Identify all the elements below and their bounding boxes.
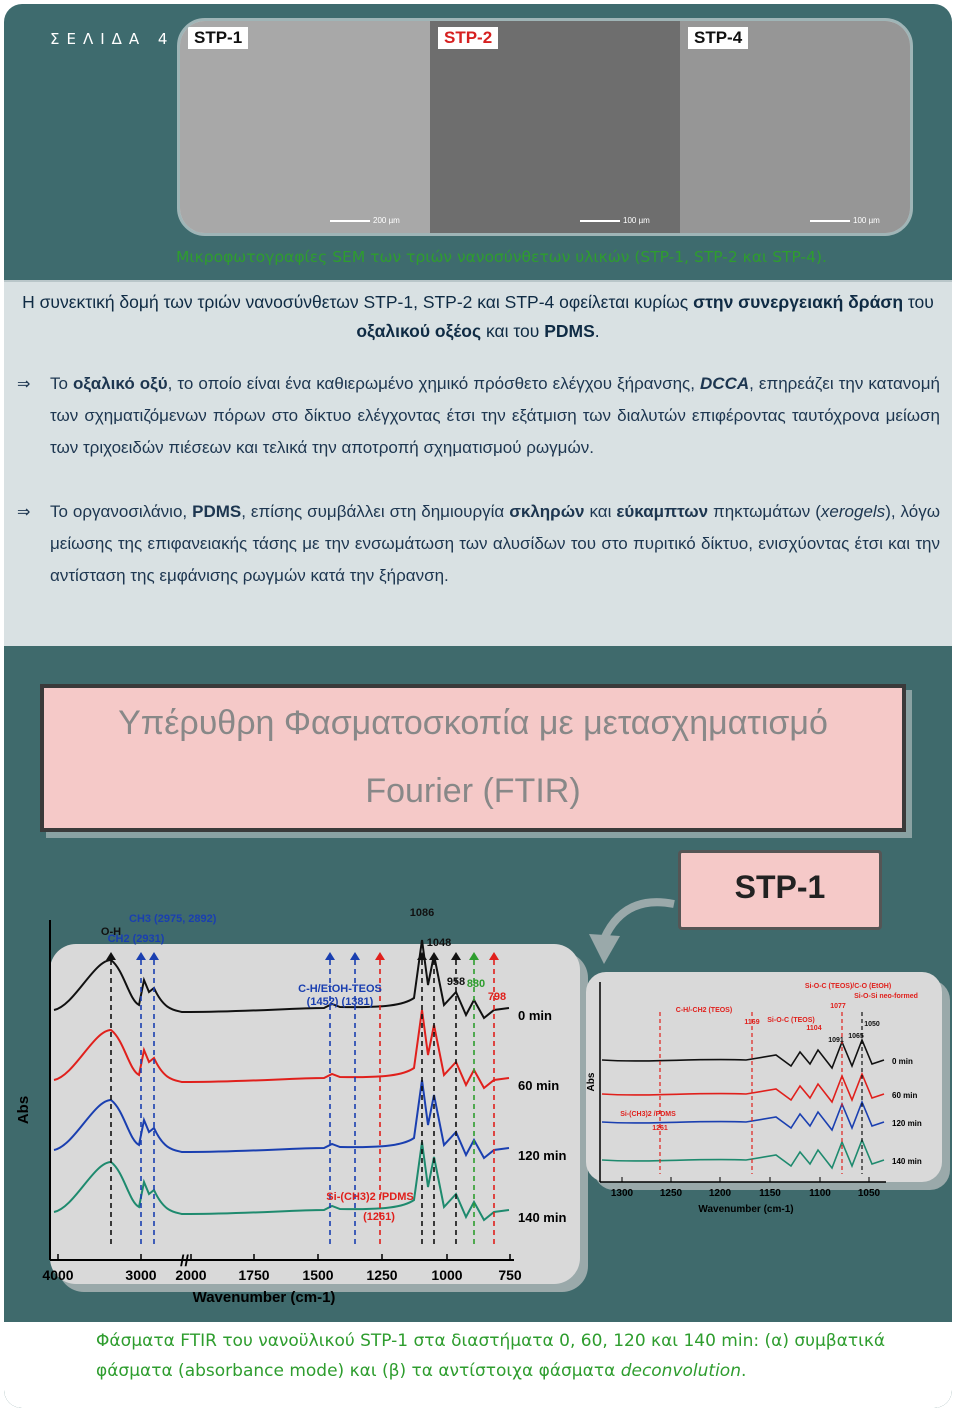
series-label: 140 min bbox=[892, 1157, 922, 1166]
series-label: 120 min bbox=[892, 1119, 922, 1128]
series-line-1 bbox=[54, 1010, 509, 1088]
annotation: Si-(CH3)2 /PDMS bbox=[620, 1111, 676, 1118]
series-label: 140 min bbox=[518, 1210, 567, 1225]
x-tick-label: 1300 bbox=[610, 1188, 634, 1199]
x-tick-label: 1500 bbox=[302, 1267, 334, 1283]
annotation: 1261 bbox=[652, 1125, 668, 1132]
bullet-pdms: ⇒ Το οργανοσιλάνιο, PDMS, επίσης συμβάλλει στη δημιουργία σκληρών και εύκαμπτων πηκτωμάτων (xerogels), λόγω μείωσης της επιφανειακής τάσης με την ενσωμάτωση των αλυσίδων του στο πυριτικό δίκτυο, ενισχύοντας έτσι και την αντίσταση της εμφάνισης ρωγμών κατά την ξήρανση. bbox=[50, 496, 940, 592]
x-tick-label: 1750 bbox=[238, 1267, 270, 1283]
annotation: C-H/EtOH-TEOS bbox=[298, 983, 382, 995]
ftir-chart-b bbox=[586, 972, 946, 1222]
annotation: 958 bbox=[446, 976, 466, 988]
sem-panel-stp2 bbox=[430, 21, 680, 233]
arrow-icon: ⇒ bbox=[17, 374, 31, 393]
annotation: CH3 (2975, 2892) bbox=[129, 913, 217, 925]
series-label: 60 min bbox=[518, 1078, 560, 1093]
text-panel bbox=[4, 280, 952, 646]
sem-label-stp2: STP-2 bbox=[438, 27, 498, 49]
x-axis-label: Wavenumber (cm-1) bbox=[192, 1289, 336, 1306]
marker-triangle bbox=[136, 952, 146, 960]
annotation: 1050 bbox=[864, 1021, 880, 1028]
marker-triangle bbox=[375, 952, 385, 960]
marker-triangle bbox=[417, 952, 427, 960]
annotation: 1104 bbox=[806, 1025, 822, 1032]
annotation: C-H/-CH2 (TEOS) bbox=[675, 1007, 733, 1014]
intro-paragraph: Η συνεκτική δομή των τριών νανοσύνθετων STP-1, STP-2 και STP-4 οφείλεται κυρίως στην συνεργειακή δράση του οξαλικού οξέος και του PDMS. bbox=[22, 292, 934, 341]
marker-triangle bbox=[429, 952, 439, 960]
x-tick-label: 1050 bbox=[857, 1188, 881, 1199]
marker-triangle bbox=[489, 952, 499, 960]
series-label: 0 min bbox=[518, 1008, 552, 1023]
annotation: (1452) (1381) bbox=[306, 996, 374, 1008]
axis-break: // bbox=[180, 1253, 189, 1270]
sample-label-box bbox=[678, 850, 882, 930]
annotation: 1091 bbox=[828, 1037, 844, 1044]
x-tick-label: 1150 bbox=[759, 1188, 781, 1199]
scalebar-stp4: 100 µm bbox=[810, 216, 880, 225]
annotation: O-H bbox=[100, 926, 122, 938]
marker-triangle bbox=[451, 952, 461, 960]
annotation: 1048 bbox=[426, 937, 452, 949]
annotation: 798 bbox=[487, 991, 507, 1003]
marker-triangle bbox=[149, 952, 159, 960]
annotation: 1086 bbox=[409, 907, 435, 919]
series-label: 0 min bbox=[892, 1057, 913, 1066]
sample-label: STP-1 bbox=[734, 869, 826, 905]
annotation: 1169 bbox=[744, 1019, 760, 1026]
marker-triangle bbox=[106, 952, 116, 960]
annotation: Si-O-C (TEOS)/C-O (EtOH) bbox=[804, 983, 892, 990]
page-label: ΣΕΛΙΔΑ 4 bbox=[50, 30, 175, 48]
sem-panel-stp4 bbox=[680, 21, 910, 233]
x-tick-label: 3000 bbox=[125, 1267, 157, 1283]
ftir-caption-box bbox=[4, 1322, 952, 1408]
annotation: 880 bbox=[466, 978, 486, 990]
y-axis-label: Abs bbox=[586, 1072, 597, 1092]
marker-triangle bbox=[325, 952, 335, 960]
sem-image-strip bbox=[177, 18, 913, 236]
scalebar-stp2: 100 µm bbox=[580, 216, 650, 225]
arrow-icon: ⇒ bbox=[17, 502, 31, 521]
series-line-3 bbox=[54, 1142, 509, 1220]
page-frame bbox=[4, 4, 952, 1408]
x-tick-label: 2000 bbox=[175, 1267, 207, 1283]
sem-caption: Μικροφωτογραφίες SEM των τριών νανοσύνθετων υλικών (STP-1, STP-2 και STP-4). bbox=[176, 248, 827, 266]
annotation: 1077 bbox=[830, 1003, 846, 1010]
ftir-chart-a bbox=[4, 900, 584, 1310]
x-tick-label: 1000 bbox=[431, 1267, 463, 1283]
annotation: CH2 (2931) bbox=[107, 933, 165, 945]
annotation: (1261) bbox=[363, 1211, 395, 1223]
x-axis-label: Wavenumber (cm-1) bbox=[698, 1204, 794, 1215]
x-tick-label: 1200 bbox=[708, 1188, 732, 1199]
sem-label-stp1: STP-1 bbox=[188, 27, 248, 49]
annotation: Si-O-Si neo-formed bbox=[854, 993, 918, 1000]
series-label: 120 min bbox=[518, 1148, 567, 1163]
section-title-line2: Fourier (FTIR) bbox=[365, 772, 581, 810]
x-tick-label: 1250 bbox=[366, 1267, 398, 1283]
section-title-line1: Υπέρυθρη Φασματοσκοπία με μετασχηματισμό bbox=[118, 704, 828, 742]
marker-triangle bbox=[350, 952, 360, 960]
sem-panel-stp1 bbox=[180, 21, 430, 233]
marker-triangle bbox=[469, 952, 479, 960]
x-tick-label: 1250 bbox=[659, 1188, 683, 1199]
x-tick-label: 1100 bbox=[809, 1188, 831, 1199]
series-label: 60 min bbox=[892, 1091, 918, 1100]
series-line-0 bbox=[54, 940, 509, 1018]
sem-label-stp4: STP-4 bbox=[688, 27, 748, 49]
annotation: 1065 bbox=[848, 1033, 864, 1040]
annotation: Si-(CH3)2 /PDMS bbox=[326, 1191, 414, 1203]
y-axis-label: Abs bbox=[15, 1095, 32, 1125]
x-tick-label: 750 bbox=[498, 1267, 522, 1283]
annotation: Si-O-C (TEOS) bbox=[767, 1017, 815, 1024]
section-title-box bbox=[40, 684, 906, 832]
ftir-caption: Φάσματα FTIR του νανοϋλικού STP-1 στα διαστήματα 0, 60, 120 και 140 min: (α) συμβατικά φάσματα (absorbance mode) και (β) τα αντίστοιχα φάσματα deconvolution. bbox=[96, 1331, 886, 1381]
series-line-2 bbox=[54, 1080, 509, 1158]
bullet-oxalic-acid: ⇒ Το οξαλικό οξύ, το οποίο είναι ένα καθιερωμένο χημικό πρόσθετο ελέγχου ξήρανσης, DCCA, επηρεάζει την κατανομή των σχηματιζόμενων πόρων στο δίκτυο ελέγχοντας έτσι την εξάτμιση των διαλυτών επιφέροντας ταυτόχρονα μείωση των τριχοειδών πιέσεων και τελικά την αποτροπή σχηματισμού ρωγμών. bbox=[50, 368, 940, 464]
x-tick-label: 4000 bbox=[42, 1267, 74, 1283]
scalebar-stp1: 200 µm bbox=[330, 216, 400, 225]
